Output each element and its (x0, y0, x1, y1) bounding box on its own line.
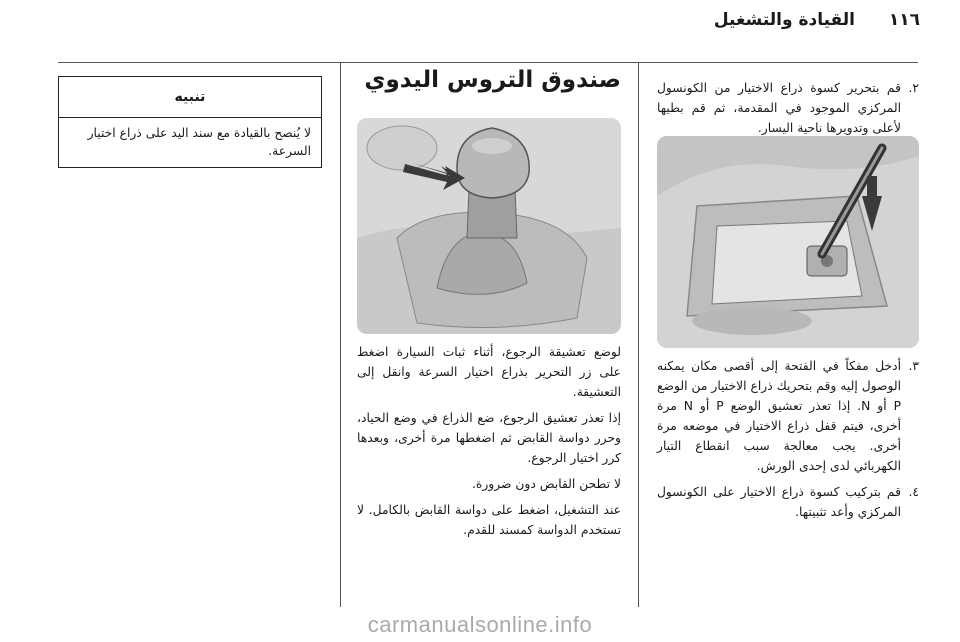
caution-title: تنبيه (59, 77, 321, 118)
header-rule (58, 62, 918, 63)
selector-release-illustration (657, 136, 919, 348)
caution-text: لا يُنصح بالقيادة مع سند اليد على ذراع اختيار السرعة. (87, 126, 311, 158)
gear-lever-illustration (357, 118, 621, 334)
right-column-bottom (657, 356, 919, 528)
middle-column-heading (357, 67, 621, 93)
step-4-number: ٤. (908, 485, 919, 499)
step-2-number: ٢. (908, 81, 919, 95)
step-2 (657, 78, 919, 138)
figure-selector-lever-release (657, 136, 919, 348)
step-2-text: قم بتحرير كسوة ذراع الاختيار من الكونسول المركزي الموجود في المقدمة، ثم قم بطيها لأعلى وتدويرها ناحية اليسار. (657, 81, 901, 135)
column-divider-left (340, 62, 341, 607)
figure-gear-lever (357, 118, 621, 334)
page-header (0, 0, 960, 42)
page-number: ١١٦ (888, 10, 920, 30)
paragraph-clutch-slip: لا تطحن القابض دون ضرورة. (472, 477, 621, 491)
step-4 (657, 482, 919, 522)
column-divider-right (638, 62, 639, 607)
section-title: القيادة والتشغيل (713, 10, 855, 30)
step-4-text: قم بتركيب كسوة ذراع الاختيار على الكونسول المركزي وأعد تثبيتها. (657, 485, 901, 519)
right-column-top (657, 78, 919, 144)
manual-transmission-title: صندوق التروس اليدوي (364, 67, 621, 93)
paragraph-reverse-gear: لوضع تعشيقة الرجوع، أثناء ثبات السيارة اضغط على زر التحرير بذراع اختيار السرعة وانقل إلى التعشيقة. (357, 345, 621, 399)
step-3 (657, 356, 919, 476)
middle-column-text (357, 342, 621, 546)
paragraph-clutch-start: عند التشغيل، اضغط على دواسة القابض بالكامل. لا تستخدم الدواسة كمسند للقدم. (357, 503, 621, 537)
step-3-text: أدخل مفكاً في الفتحة إلى أقصى مكان يمكنه الوصول إليه وقم بتحريك ذراع الاختيار من الوضع P أو N. إذا تعذر تعشيق الوضع P أو N مرة أخرى، فيتم قفل ذراع الاختيار في موضعه مرة أخرى. يجب معالجة سبب انقطاع التيار الكهربائي لدى إحدى الورش. (657, 359, 901, 473)
paragraph-reverse-retry: إذا تعذر تعشيق الرجوع، ضع الذراع في وضع الحياد، وحرر دواسة القابض ثم اضغطها مرة أخرى، وبعدها كرر اختيار الرجوع. (357, 411, 621, 465)
watermark-text: carmanualsonline.info (367, 612, 593, 637)
caution-box (58, 76, 322, 168)
step-3-number: ٣. (908, 359, 919, 373)
